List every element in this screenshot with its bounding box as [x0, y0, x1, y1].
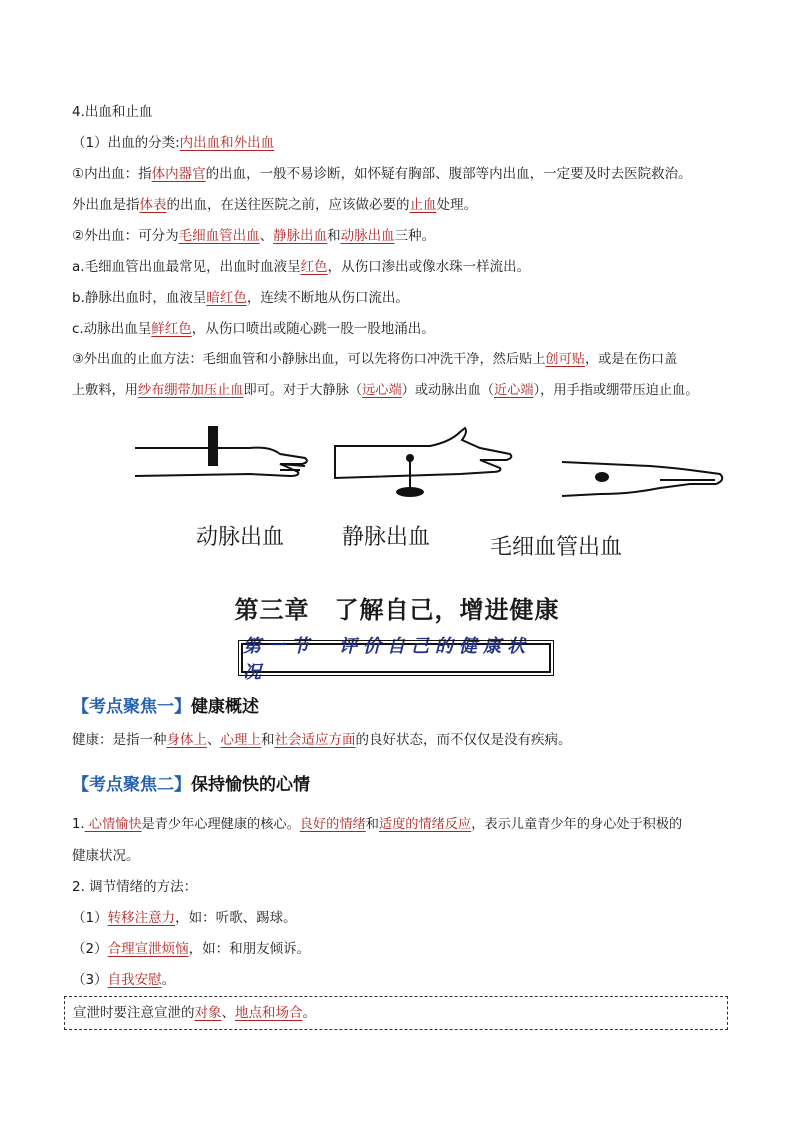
underlined-answer: 鲜红色 — [151, 321, 192, 337]
text: ③外出血的止血方法：毛细血管和小静脉出血，可以先将伤口冲洗干净，然后贴上 — [72, 352, 546, 367]
text: 的良好状态，而不仅仅是没有疾病。 — [355, 732, 572, 748]
underlined-answer: 良好的情绪 — [299, 817, 366, 832]
text: 和 — [365, 817, 379, 832]
heading-text: 保持愉快的心情 — [191, 775, 310, 795]
health-definition — [72, 730, 734, 750]
capillary-line — [72, 257, 734, 277]
caption-vein: 静脉出血 — [342, 525, 431, 550]
heading-bracket: 【考点聚焦二】 — [72, 775, 191, 795]
heading-bracket: 【考点聚焦一】 — [72, 697, 191, 717]
underlined-answer: 远心端 — [362, 383, 402, 398]
text: 宣泄时要注意宣泄的 — [73, 1005, 195, 1021]
section-title — [72, 102, 734, 122]
text: 健康：是指一种 — [72, 732, 167, 748]
text: ，如：和朋友倾诉。 — [188, 941, 311, 957]
text: ）或动脉出血（ — [401, 383, 494, 398]
underlined-answer: 心理上 — [220, 732, 261, 748]
text: ，表示儿童青少年的身心处于积极的 — [471, 817, 683, 832]
text: 和 — [327, 228, 341, 244]
underlined-answer: 体表 — [139, 197, 167, 213]
method-line-2 — [72, 381, 734, 401]
text: a.毛细血管出血最常见，出血时血液呈 — [72, 259, 301, 275]
underlined-answer: 合理宣泄烦恼 — [107, 941, 189, 957]
text: ，如：听歌、踢球。 — [175, 910, 297, 926]
text: 、 — [207, 732, 221, 748]
text: （1） — [72, 910, 108, 926]
underlined-answer: 社会适应方面 — [274, 732, 356, 748]
text: 2. 调节情绪的方法： — [72, 879, 198, 895]
mood-line-1 — [72, 815, 734, 835]
underlined-answer: 体内器官 — [151, 166, 206, 182]
text: ，连续不断地从伤口流出。 — [246, 290, 409, 306]
text: 。 — [161, 972, 176, 988]
heading-text: 健康概述 — [191, 697, 259, 717]
text: 的出血，一般不易诊断，如怀疑有胸部、腹部等内出血，一定要及时去医院救治。 — [205, 166, 692, 182]
underlined-answer: 暗红色 — [206, 290, 247, 306]
title-text: 4.出血和止血 — [72, 104, 153, 120]
text: 是青少年心理健康的核心。 — [141, 817, 300, 832]
text: ①内出血：指 — [72, 166, 152, 182]
artery-line — [72, 319, 734, 339]
underlined-answer: 内出血和外出血 — [179, 135, 275, 151]
text: c.动脉出血呈 — [72, 321, 152, 337]
text: 三种。 — [394, 228, 436, 244]
bleeding-illustration — [130, 418, 730, 578]
text: （3） — [72, 972, 108, 988]
text: 和 — [261, 732, 275, 748]
underlined-answer: 纱布绷带加压止血 — [137, 383, 244, 398]
methods-title — [72, 877, 734, 897]
underlined-answer: 心情愉快 — [84, 817, 142, 832]
arm-capillary-illustration — [562, 462, 722, 496]
inner-bleeding-line — [72, 164, 734, 184]
text: 、 — [259, 228, 274, 244]
underlined-answer: 动脉出血 — [340, 228, 395, 244]
text: （2） — [72, 941, 108, 957]
classify-line — [72, 133, 734, 153]
text: 健康状况。 — [72, 848, 140, 864]
outer-types-line — [72, 226, 734, 246]
text: 即可。对于大静脉（ — [243, 383, 363, 398]
text: 的出血，在送往医院之前，应该做必要的 — [166, 197, 410, 213]
note-box — [64, 996, 728, 1030]
outer-bleeding-line — [72, 195, 734, 215]
method-3 — [72, 970, 734, 990]
underlined-answer: 身体上 — [166, 732, 207, 748]
text: ），用手指或绷带压迫止血。 — [533, 383, 699, 398]
arm-vein-illustration — [335, 428, 511, 497]
arm-artery-illustration — [135, 426, 307, 476]
chapter-title: 第三章 了解自己，增进健康 — [234, 596, 560, 624]
text: ，从伤口喷出或随心跳一股一股地涌出。 — [191, 321, 435, 337]
caption-capillary: 毛细血管出血 — [490, 535, 623, 560]
underlined-answer: 地点和场合 — [235, 1005, 303, 1021]
underlined-answer: 转移注意力 — [107, 910, 176, 926]
text: ，或是在伤口盖 — [584, 352, 678, 367]
text: 、 — [221, 1005, 235, 1021]
text: （1）出血的分类: — [72, 135, 180, 151]
method-line-1 — [72, 350, 734, 370]
caption-artery: 动脉出血 — [196, 525, 285, 550]
underlined-answer: 创可贴 — [545, 352, 585, 367]
method-1 — [72, 908, 734, 928]
text: 外出血是指 — [72, 197, 140, 213]
method-2 — [72, 939, 734, 959]
underlined-answer: 静脉出血 — [273, 228, 328, 244]
underlined-answer: 对象 — [194, 1005, 222, 1021]
underlined-answer: 毛细血管出血 — [178, 228, 260, 244]
underlined-answer: 近心端 — [494, 383, 534, 398]
text: 上敷料，用 — [72, 383, 138, 398]
underlined-answer: 适度的情绪反应 — [378, 817, 472, 832]
underlined-answer: 止血 — [409, 197, 437, 213]
text: ②外出血：可分为 — [72, 228, 179, 244]
vein-line — [72, 288, 734, 308]
underlined-answer: 红色 — [300, 259, 328, 275]
text: 1. — [72, 817, 85, 832]
section-title-box: 第一节 评价自己的健康状况 — [241, 643, 551, 673]
mood-line-1-cont — [72, 846, 734, 866]
text: 。 — [302, 1005, 316, 1021]
underlined-answer: 自我安慰 — [107, 972, 162, 988]
text: b.静脉出血时，血液呈 — [72, 290, 207, 306]
keypoint-heading-1 — [72, 692, 259, 717]
text: ，从伤口渗出或像水珠一样流出。 — [327, 259, 531, 275]
keypoint-heading-2 — [72, 770, 310, 795]
text: 处理。 — [436, 197, 477, 213]
